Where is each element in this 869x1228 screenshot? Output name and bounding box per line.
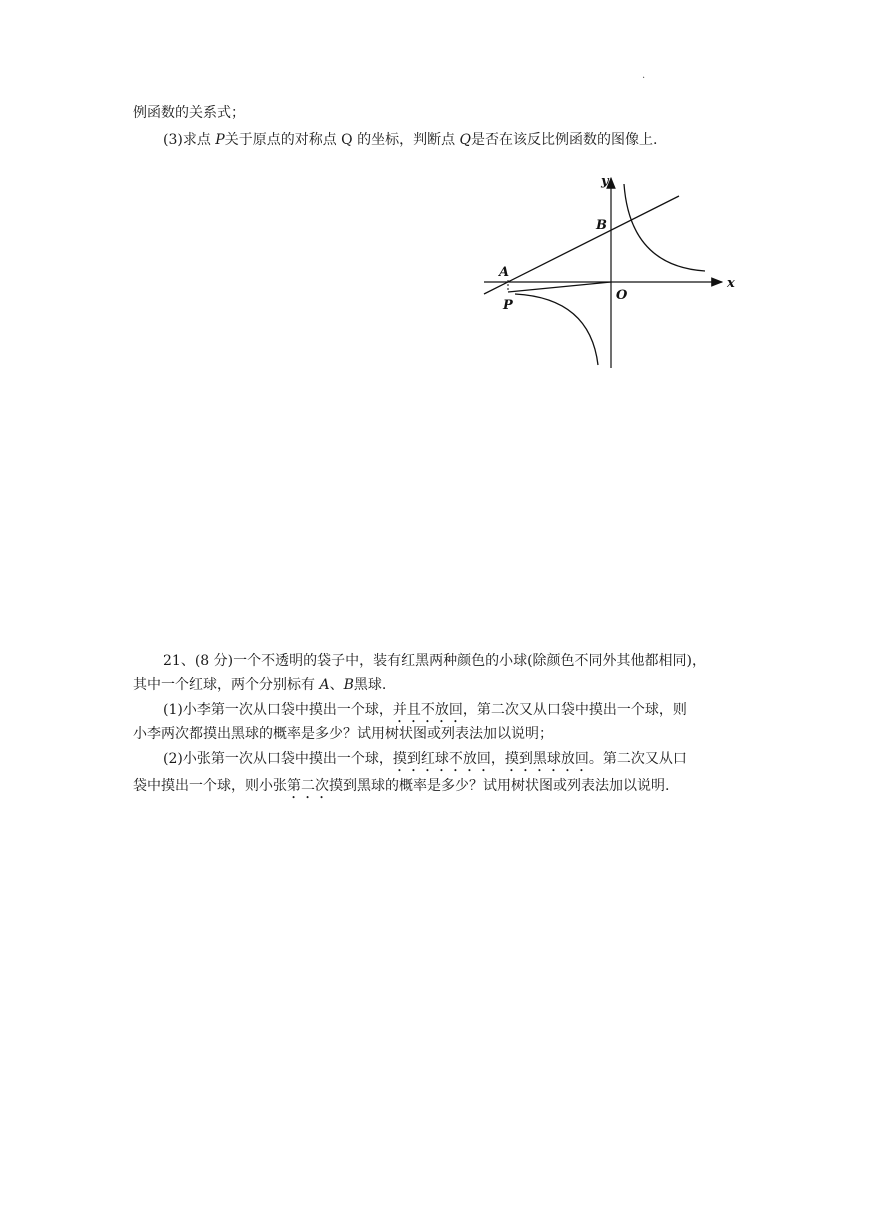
q20-part3-text-a: (3)求点 xyxy=(163,132,216,148)
q21-part2-line2 xyxy=(133,776,669,802)
q21-part2-line2-a: 袋中摸出一个球，则小张 xyxy=(133,778,287,794)
label-b: B xyxy=(596,218,607,233)
segment-op xyxy=(508,282,611,292)
ball-a-ref: A xyxy=(319,677,330,693)
q21-line2-b: 黑球. xyxy=(353,677,387,693)
point-p-ref: P xyxy=(215,132,225,148)
q21-part1-emphasis: 并且不放回 xyxy=(392,702,463,718)
q21-part2-line2-b: 摸到黑球的概率是多少？试用树状图或列表法加以说明. xyxy=(329,778,670,794)
ball-b-ref: B xyxy=(343,677,354,693)
q21-part2-sep: ， xyxy=(490,751,505,767)
line-ab xyxy=(484,196,679,294)
q21-part1-line2: 小李两次都摸出黑球的概率是多少？试用树状图或列表法加以说明； xyxy=(133,726,553,742)
q21-header: 21、(8 分)一个不透明的袋子中，装有红黑两种颜色的小球(除颜色不同外其他都相同)， xyxy=(163,653,707,669)
q21-line2 xyxy=(133,675,386,695)
q21-part2-b: 。第二次又从口 xyxy=(588,751,687,767)
coordinate-figure xyxy=(478,170,740,375)
q21-part1-a: (1)小李第一次从口袋中摸出一个球， xyxy=(163,702,393,718)
q21-part2-emphasis-1: 摸到红球不放回 xyxy=(392,751,491,767)
q20-line-function: 例函数的关系式； xyxy=(133,105,245,121)
q20-part3-text-b: 关于原点的对称点 Q 的坐标，判断点 xyxy=(224,132,460,148)
q20-part3-text-c: 是否在该反比例函数的图像上. xyxy=(471,132,658,148)
q21-part2-emphasis-3: 第二次 xyxy=(287,778,329,794)
q21-part1 xyxy=(163,700,687,726)
q21-part2-emphasis-2: 摸到黑球放回 xyxy=(504,751,589,767)
q21-part1-b: ，第二次又从口袋中摸出一个球，则 xyxy=(462,702,687,718)
q21-line2-sep: 、 xyxy=(329,677,344,693)
hyperbola-branch-3 xyxy=(515,294,598,365)
point-q-ref: Q xyxy=(459,132,472,148)
label-o: O xyxy=(616,288,628,303)
label-x: x xyxy=(727,276,735,291)
q21-line2-a: 其中一个红球，两个分别标有 xyxy=(133,677,320,693)
q21-part2 xyxy=(163,749,687,775)
hyperbola-branch-1 xyxy=(624,184,705,271)
page-mark: . xyxy=(642,70,646,81)
q21-part2-a: (2)小张第一次从口袋中摸出一个球， xyxy=(163,751,393,767)
label-p: P xyxy=(503,298,513,313)
label-y: y xyxy=(601,174,609,189)
label-a: A xyxy=(499,265,510,280)
q20-part3 xyxy=(163,130,657,150)
